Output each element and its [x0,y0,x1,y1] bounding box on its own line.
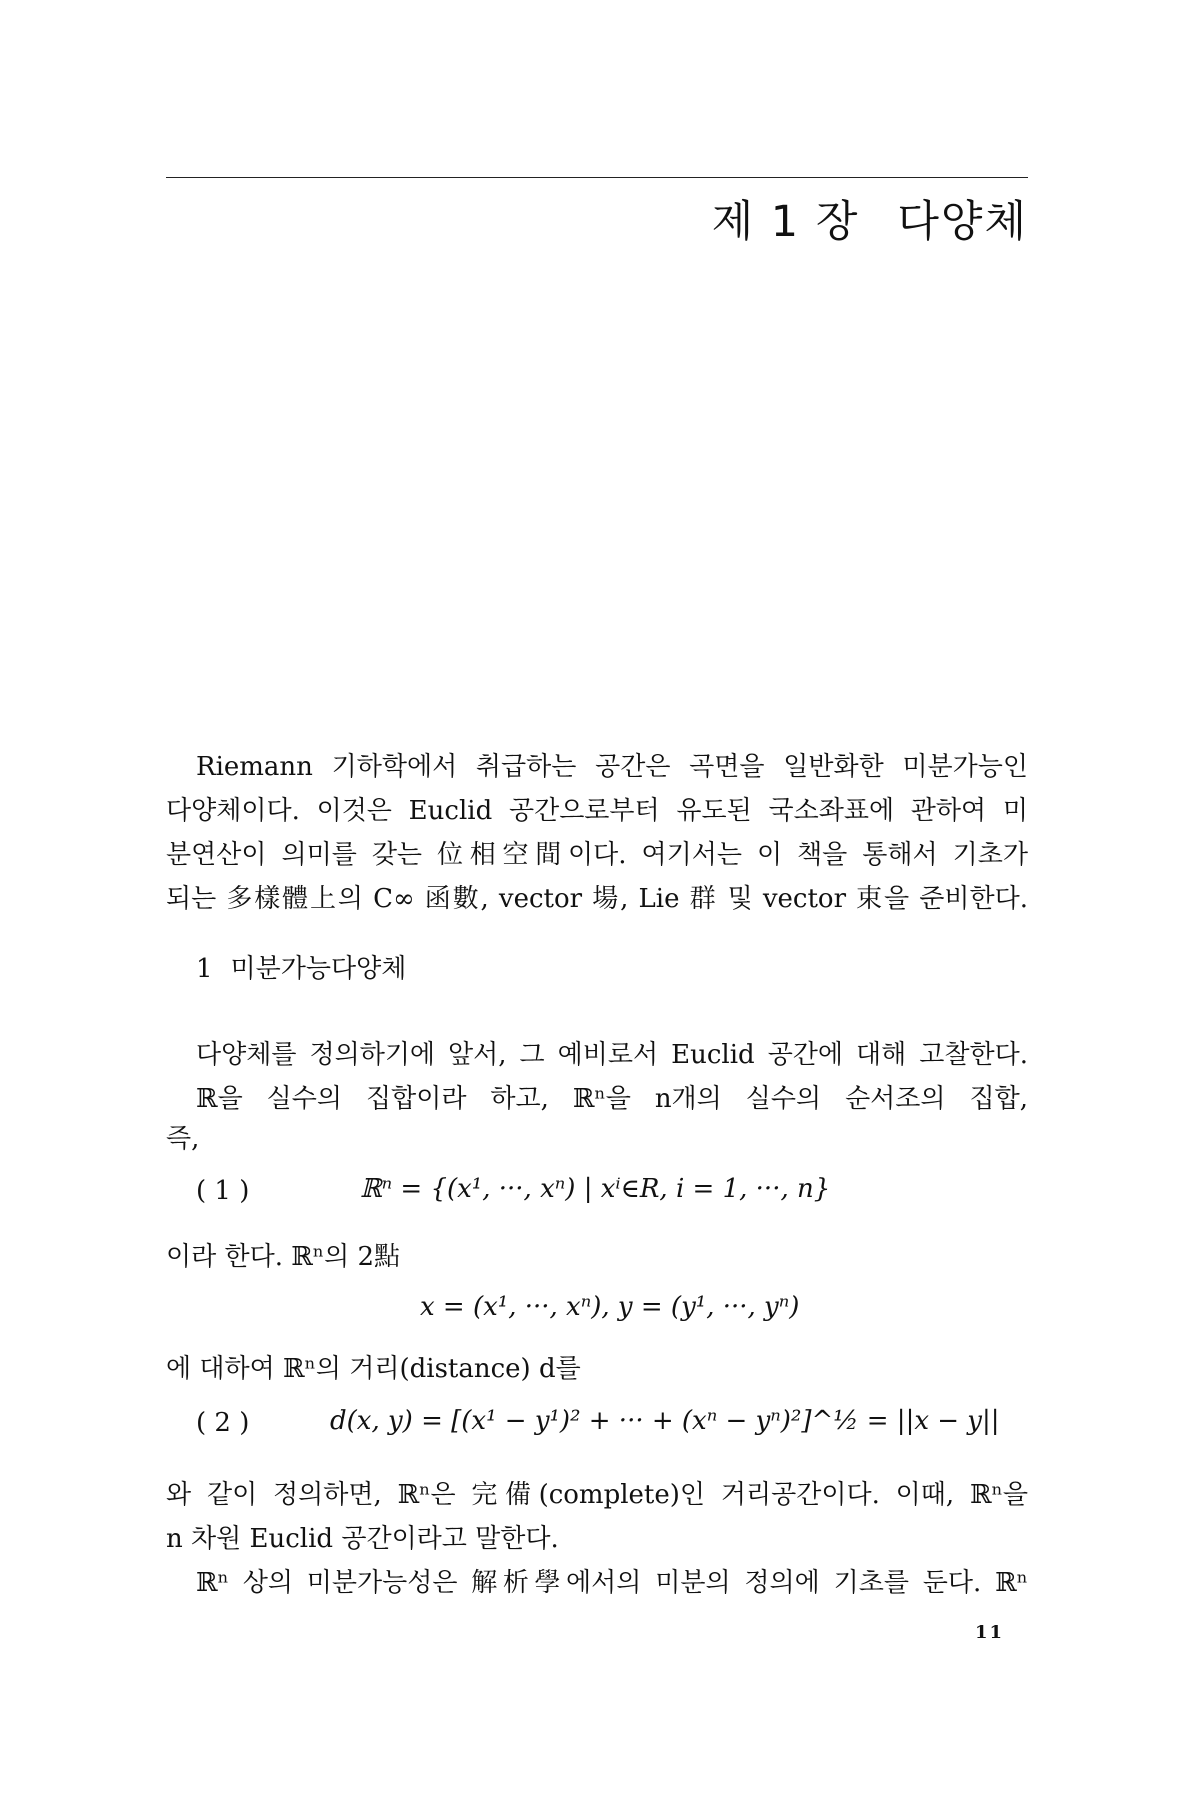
body-paragraph-2b: 즉, [166,1124,200,1154]
intro-line-3: 분연산이 의미를 갖는 位相空間이다. 여기서는 이 책을 통해서 기초가 [166,840,1028,870]
body-paragraph-3: 이라 한다. ℝⁿ의 2點 [166,1242,401,1272]
body-paragraph-1: 다양체를 정의하기에 앞서, 그 예비로서 Euclid 공간에 대해 고찰한다. [196,1040,1028,1070]
equation-1: ℝⁿ = {(x¹, ···, xⁿ) | xⁱ∈R, i = 1, ···, n} [360,1174,831,1204]
chapter-heading [712,188,1028,249]
equation-2-number: ( 2 ) [196,1408,250,1438]
section-title: 미분가능다양체 [230,954,407,984]
body-paragraph-6: ℝⁿ 상의 미분가능성은 解析學에서의 미분의 정의에 기초를 둔다. ℝⁿ [196,1568,1028,1598]
equation-1-number: ( 1 ) [196,1176,250,1206]
chapter-title: 다양체 [897,197,1028,247]
intro-line-1: Riemann 기하학에서 취급하는 공간은 곡면을 일반화한 미분가능인 [196,752,1028,782]
page-number: 11 [974,1622,1004,1643]
section-number: 1 [196,954,213,984]
intro-line-4: 되는 多樣體上의 C∞ 函數, vector 場, Lie 群 및 vector 束을 준비한다. [166,884,1028,914]
chapter-label: 제 1 장 [711,197,860,247]
points-equation: x = (x¹, ···, xⁿ), y = (y¹, ···, yⁿ) [420,1292,800,1322]
equation-2: d(x, y) = [(x¹ − y¹)² + ··· + (xⁿ − yⁿ)²]^½ = ||x − y|| [330,1406,1000,1436]
body-paragraph-5a: 와 같이 정의하면, ℝⁿ은 完備(complete)인 거리공간이다. 이때, ℝⁿ을 [166,1480,1028,1510]
chapter-rule [166,177,1028,178]
body-paragraph-4: 에 대하여 ℝⁿ의 거리(distance) d를 [166,1354,581,1384]
body-paragraph-2a: ℝ을 실수의 집합이라 하고, ℝⁿ을 n개의 실수의 순서조의 집합, [196,1084,1028,1114]
intro-line-2: 다양체이다. 이것은 Euclid 공간으로부터 유도된 국소좌표에 관하여 미 [166,796,1028,826]
section-heading [196,948,406,985]
body-paragraph-5b: n 차원 Euclid 공간이라고 말한다. [166,1524,559,1554]
